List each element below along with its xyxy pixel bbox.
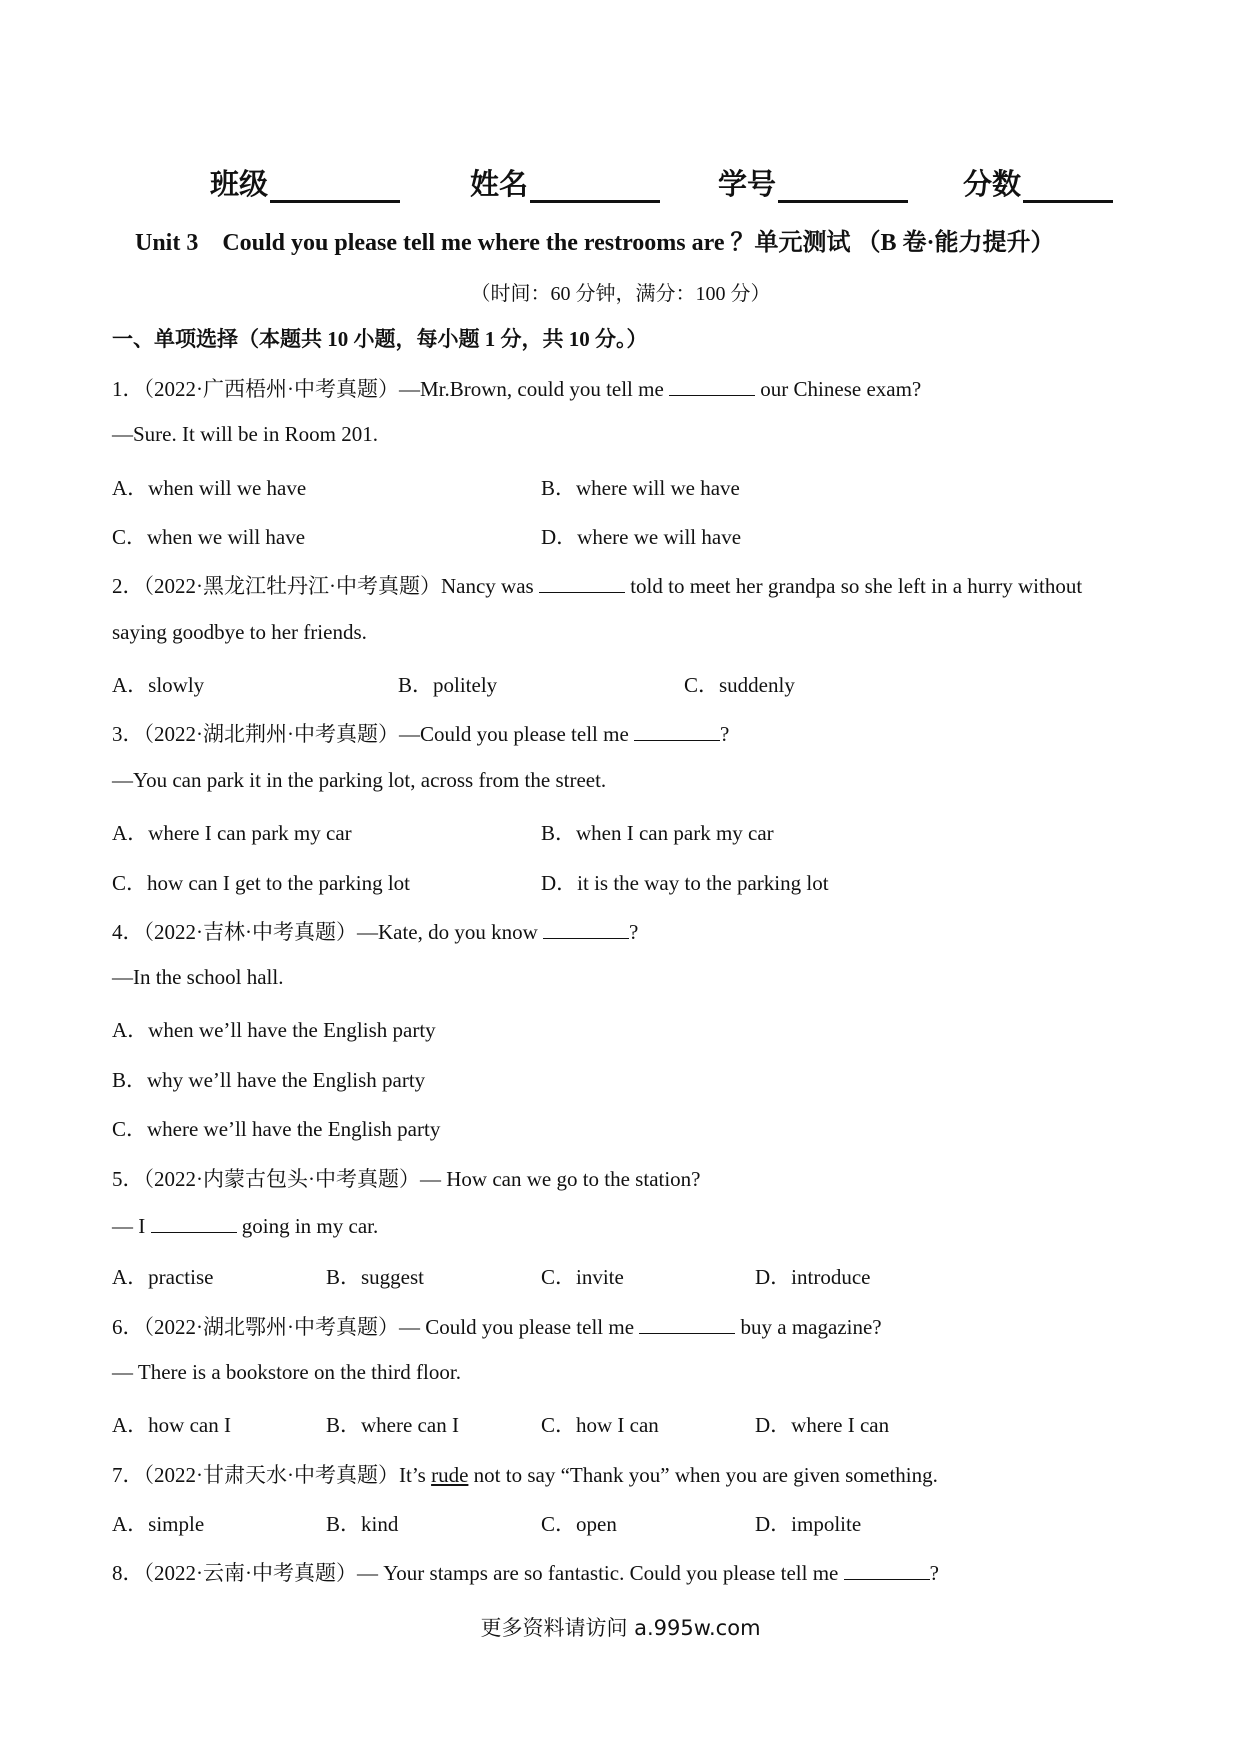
question-7-option-a: A．simple: [112, 1512, 205, 1536]
page-subtitle: （时间：60 分钟，满分：100 分）: [470, 283, 771, 305]
question-2-option-a: A．slowly: [112, 673, 205, 697]
student-id-label: 学号: [718, 167, 777, 201]
answer-blank: [639, 1313, 735, 1334]
score-label: 分数: [963, 167, 1022, 201]
question-6-text: 6．（2022·湖北鄂州·中考真题）— Could you please tell me: [112, 1315, 640, 1339]
section-heading: 一、单项选择（本题共 10 小题，每小题 1 分，共 10 分。）: [112, 327, 648, 351]
question-5-reply: [112, 1212, 378, 1239]
question-1-option-d: D．where we will have: [541, 525, 742, 549]
question-5-option-b: B．suggest: [326, 1265, 425, 1289]
question-6-text-end: buy a magazine?: [735, 1315, 882, 1339]
student-id-blank: [778, 170, 908, 203]
question-4-option-c: C．where we’ll have the English party: [112, 1117, 441, 1141]
question-2-stem-continued: saying goodbye to her friends.: [112, 620, 367, 644]
question-7-option-c: C．open: [541, 1512, 617, 1536]
question-3-text-end: ?: [720, 722, 730, 746]
page-title: Unit 3 Could you please tell me where the restrooms are ？单元测试 （B 卷·能力提升）: [135, 230, 1055, 256]
score-field: [963, 162, 1113, 203]
question-1-reply: —Sure. It will be in Room 201.: [112, 422, 378, 446]
underlined-word: rude: [431, 1463, 469, 1487]
question-8-stem: [112, 1557, 939, 1587]
question-5-reply-end: going in my car.: [236, 1214, 379, 1238]
question-7-text: 7．（2022·甘肃天水·中考真题）It’s: [112, 1463, 432, 1487]
question-2-text: 2．（2022·黑龙江牡丹江·中考真题）Nancy was: [112, 574, 539, 598]
question-8-text: 8．（2022·云南·中考真题）— Your stamps are so fantastic. Could you please tell me: [112, 1561, 844, 1585]
question-3-option-d: D．it is the way to the parking lot: [541, 871, 829, 895]
question-7-text-end: not to say “Thank you” when you are given something.: [468, 1463, 938, 1487]
question-6-stem: [112, 1311, 882, 1341]
question-2-stem: [112, 570, 1082, 600]
question-3-option-b: B．when I can park my car: [541, 821, 774, 845]
name-field: [470, 162, 660, 203]
answer-blank: [669, 375, 755, 396]
question-4-reply: —In the school hall.: [112, 965, 284, 989]
answer-blank: [634, 720, 720, 741]
name-label: 姓名: [470, 167, 529, 201]
question-3-text: 3．（2022·湖北荆州·中考真题）—Could you please tell me: [112, 722, 635, 746]
question-5-option-c: C．invite: [541, 1265, 624, 1289]
question-4-stem: [112, 916, 638, 946]
question-3-option-a: A．where I can park my car: [112, 821, 352, 845]
class-blank: [270, 170, 400, 203]
question-1-option-a: A．when will we have: [112, 476, 307, 500]
question-2-option-c: C．suddenly: [684, 673, 795, 697]
question-2-option-b: B．politely: [398, 673, 498, 697]
name-blank: [530, 170, 660, 203]
question-4-text-end: ?: [629, 920, 639, 944]
answer-blank: [543, 918, 629, 939]
question-4-option-b: B．why we’ll have the English party: [112, 1068, 426, 1092]
question-3-option-c: C．how can I get to the parking lot: [112, 871, 411, 895]
answer-blank: [844, 1559, 930, 1580]
question-6-option-d: D．where I can: [755, 1413, 890, 1437]
header-fields: [0, 150, 1241, 200]
question-4-option-a: A．when we’ll have the English party: [112, 1018, 436, 1042]
footer-link-text: 更多资料请访问 a.995w.com: [480, 1616, 761, 1640]
question-4-text: 4．（2022·吉林·中考真题）—Kate, do you know: [112, 920, 544, 944]
question-6-option-c: C．how I can: [541, 1413, 659, 1437]
question-3-stem: [112, 718, 729, 748]
question-5-stem: 5．（2022·内蒙古包头·中考真题）— How can we go to the station?: [112, 1167, 701, 1191]
question-3-reply: —You can park it in the parking lot, across from the street.: [112, 768, 607, 792]
question-6-reply: — There is a bookstore on the third floor.: [112, 1360, 461, 1384]
question-7-option-d: D．impolite: [755, 1512, 862, 1536]
question-5-option-a: A．practise: [112, 1265, 214, 1289]
question-1-text-end: our Chinese exam?: [755, 377, 922, 401]
question-7-stem: [112, 1459, 938, 1489]
question-1-option-c: C．when we will have: [112, 525, 306, 549]
question-6-option-b: B．where can I: [326, 1413, 459, 1437]
question-1-stem: [112, 373, 921, 403]
question-5-reply-text: — I: [112, 1214, 151, 1238]
question-1-text: 1．（2022·广西梧州·中考真题）—Mr.Brown, could you tell me: [112, 377, 670, 401]
question-6-option-a: A．how can I: [112, 1413, 231, 1437]
answer-blank: [151, 1212, 237, 1233]
class-label: 班级: [210, 167, 269, 201]
answer-blank: [539, 572, 625, 593]
question-7-option-b: B．kind: [326, 1512, 399, 1536]
question-8-text-end: ?: [929, 1561, 939, 1585]
score-blank: [1023, 170, 1113, 203]
class-field: [210, 162, 400, 203]
question-1-option-b: B．where will we have: [541, 476, 740, 500]
student-id-field: [718, 162, 908, 203]
question-5-option-d: D．introduce: [755, 1265, 871, 1289]
question-2-text-end: told to meet her grandpa so she left in a hurry without: [624, 574, 1083, 598]
